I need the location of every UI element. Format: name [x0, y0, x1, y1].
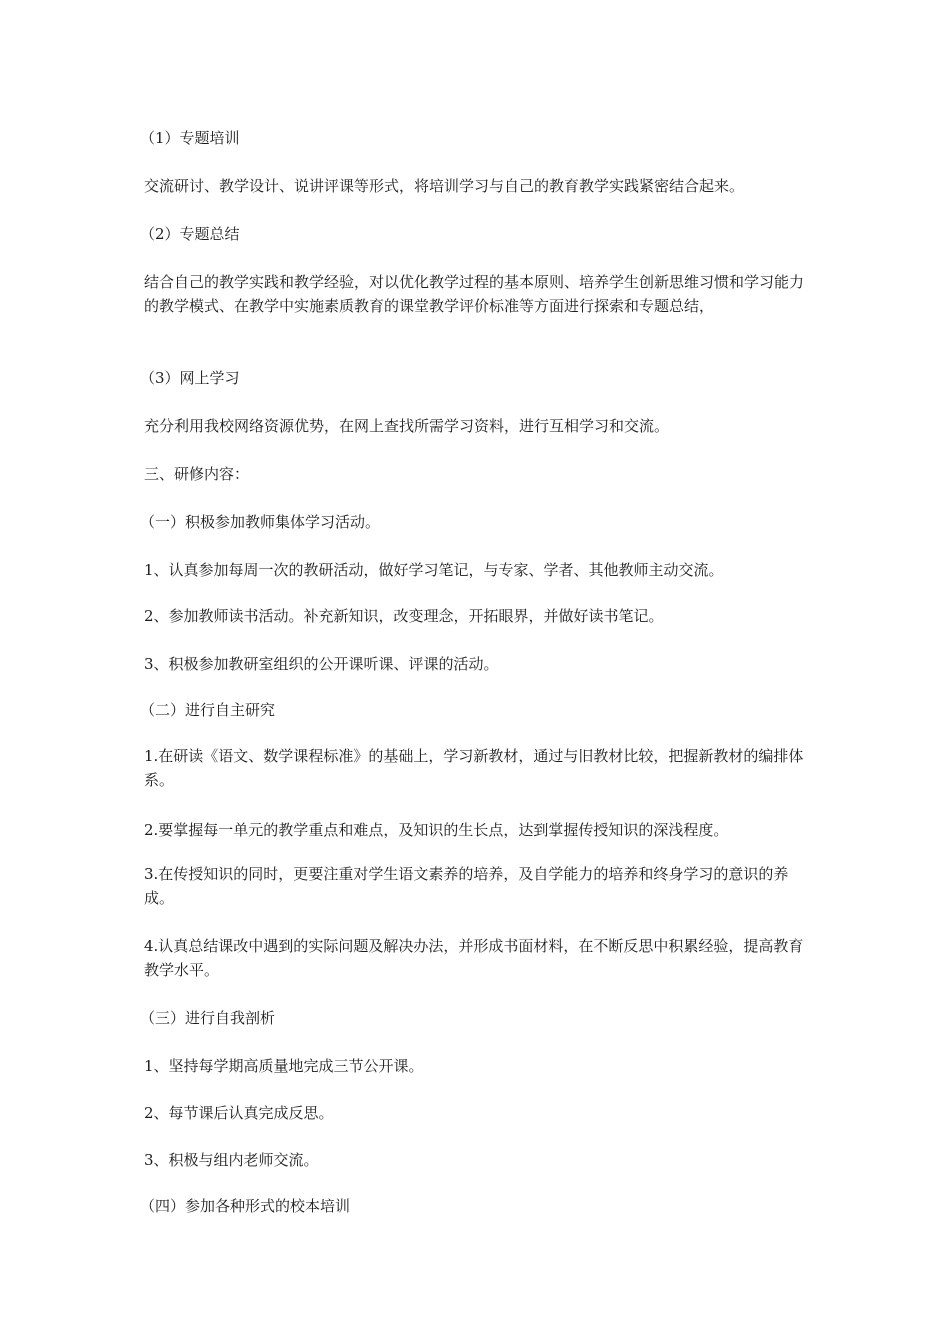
list-item-self-3: 3.在传授知识的同时，更要注重对学生语文素养的培养，及自学能力的培养和终身学习的意识的养成。 [144, 865, 789, 907]
paragraph-topic-training: 交流研讨、教学设计、说讲评课等形式，将培训学习与自己的教育教学实践紧密结合起来。 [144, 177, 745, 195]
list-item-self-2: 2.要掌握每一单元的教学重点和难点，及知识的生长点，达到掌握传授知识的深浅程度。 [144, 821, 729, 839]
heading-topic-summary: （2）专题总结 [140, 225, 240, 243]
list-item-analysis-1: 1、坚持每学期高质量地完成三节公开课。 [144, 1057, 424, 1075]
list-item-self-4: 4.认真总结课改中遇到的实际问题及解决办法，并形成书面材料，在不断反思中积累经验，提高教育教学水平。 [144, 937, 804, 979]
paragraph-topic-summary: 结合自己的教学实践和教学经验，对以优化教学过程的基本原则、培养学生创新思维习惯和学习能力的教学模式、在教学中实施素质教育的课堂教学评价标准等方面进行探索和专题总结， [144, 273, 805, 315]
heading-school-training: （四）参加各种形式的校本培训 [140, 1197, 351, 1215]
list-item-analysis-2: 2、每节课后认真完成反思。 [144, 1104, 334, 1122]
list-item-analysis-3: 3、积极与组内老师交流。 [144, 1151, 319, 1169]
list-item-group-1: 1、认真参加每周一次的教研活动，做好学习笔记，与专家、学者、其他教师主动交流。 [144, 561, 724, 579]
list-item-group-3: 3、积极参加教研室组织的公开课听课、评课的活动。 [144, 655, 499, 673]
list-item-group-2: 2、参加教师读书活动。补充新知识，改变理念，开拓眼界，并做好读书笔记。 [144, 607, 664, 625]
heading-online-learning: （3）网上学习 [140, 369, 240, 387]
heading-group-study: （一）积极参加教师集体学习活动。 [140, 513, 381, 531]
paragraph-online-learning: 充分利用我校网络资源优势，在网上查找所需学习资料，进行互相学习和交流。 [144, 417, 670, 435]
heading-topic-training: （1）专题培训 [140, 129, 240, 147]
heading-self-analysis: （三）进行自我剖析 [140, 1009, 276, 1027]
heading-self-study: （二）进行自主研究 [140, 701, 276, 719]
list-item-self-1: 1.在研读《语文、数学课程标准》的基础上，学习新教材，通过与旧教材比较，把握新教材的编排体系。 [144, 747, 804, 789]
section-heading-content: 三、研修内容： [144, 465, 250, 483]
